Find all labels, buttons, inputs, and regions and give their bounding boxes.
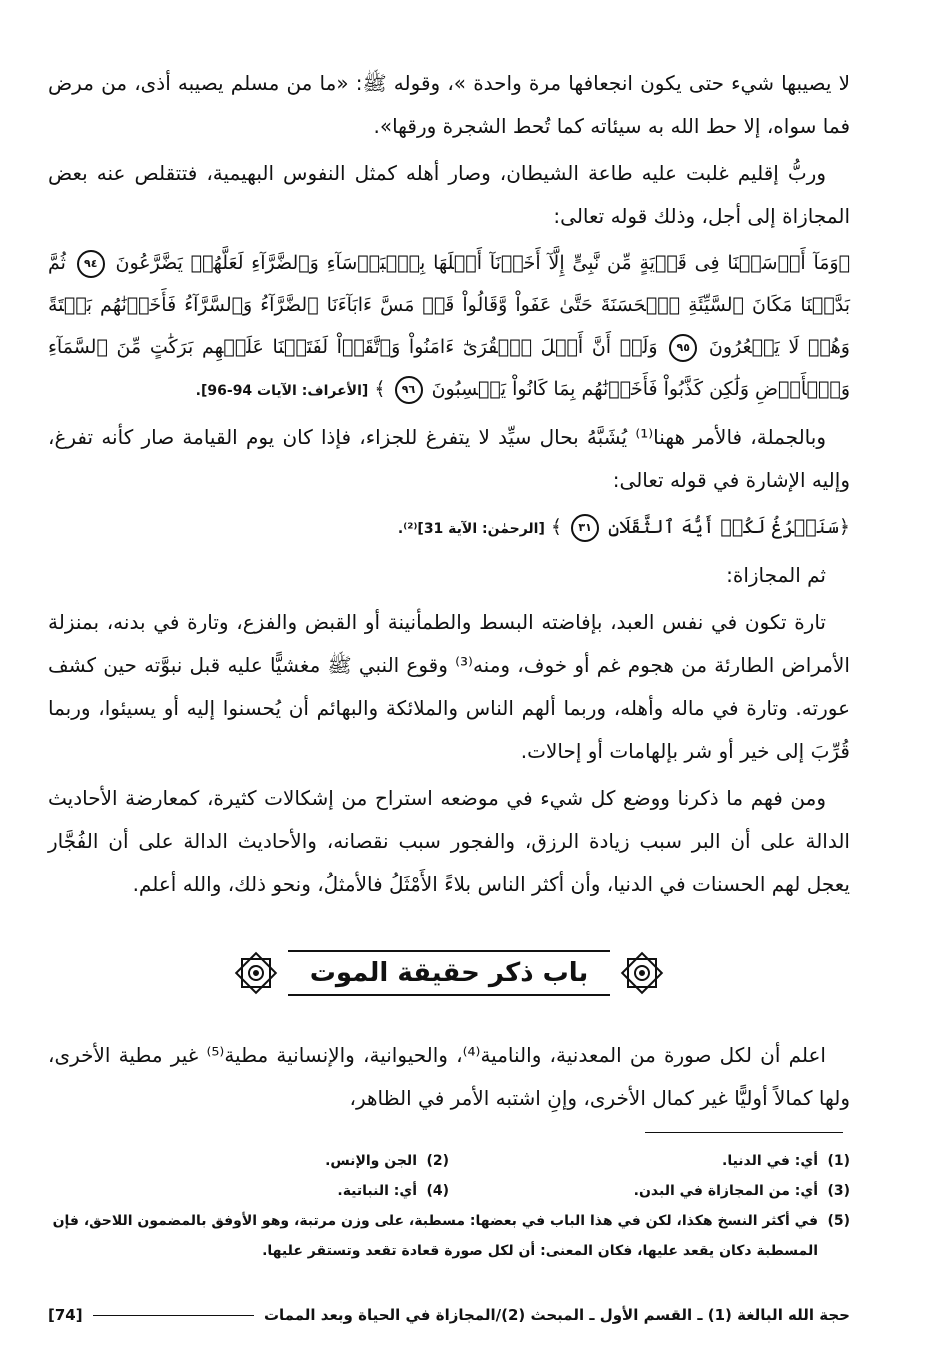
quran-verse-block-2 <box>48 506 850 550</box>
verse-reference: [الرحمٰن: الآية 31]⁽²⁾. <box>397 521 545 537</box>
page-number: [74] <box>48 1306 83 1324</box>
verse-text: ثُمَّ بَدَّلۡنَا مَكَانَ ٱلسَّيِّئَةِ ٱلۡحَسَنَةَ حَتَّىٰ عَفَواْ وَّقَالُواْ قَدۡ مَسَّ ءَابَآءَنَا ٱلضَّرَّآءُ وَٱلسَّرَّآءُ فَأَخَذۡنَٰهُم بَغۡتَةً وَهُمۡ لَا يَشۡعُرُونَ <box>48 252 850 358</box>
footnote-text: الجن والإنس. <box>325 1153 417 1169</box>
footer-rule <box>93 1315 254 1316</box>
ayah-number-mark: ٩٥ <box>669 334 697 362</box>
footnote-2 <box>48 1146 449 1176</box>
ayah-number-mark: ٩٤ <box>77 250 105 278</box>
footnote-1 <box>449 1146 850 1176</box>
paragraph-7: اعلم أن لكل صورة من المعدنية، والنامية⁽⁴⁾، والحيوانية، والإنسانية مطية⁽⁵⁾ غير مطية الأخرى، ولها كمالاً أوليًّا غير كمال الأخرى، وإنِ اشتبه الأمر في الظاهر، <box>48 1043 850 1110</box>
verse-reference: [الأعراف: الآيات 94-96]. <box>195 383 369 399</box>
footnote-number: (5) <box>827 1213 850 1229</box>
page-footer <box>48 1300 850 1330</box>
footnote-text: أي: من المجازاة في البدن. <box>633 1183 818 1199</box>
footnote-text: أي: النباتية. <box>337 1183 417 1199</box>
verse-close-bracket: ﴾ <box>374 378 386 400</box>
footnote-5 <box>48 1206 850 1266</box>
footnote-number: (2) <box>426 1153 449 1169</box>
paragraph-2: وربُّ إقليم غلبت عليه طاعة الشيطان، وصار أهله كمثل النفوس البهيمية، فتتقلص عنه بعض المجازاة إلى أجل، وذلك قوله تعالى: <box>48 161 850 228</box>
star-ornament-icon <box>230 947 282 999</box>
verse-text: ﴿وَمَآ أَرۡسَلۡنَا فِى قَرۡيَةٍ مِّن نَّبِىٍّ إِلَّآ أَخَذۡنَآ أَهۡلَهَا بِٱلۡبَأۡسَآءِ وَٱلضَّرَّآءِ لَعَلَّهُمۡ يَضَّرَّعُونَ <box>115 252 850 274</box>
footnote-number: (3) <box>827 1183 850 1199</box>
verse-close-bracket: ﴾ <box>550 516 563 538</box>
star-ornament-icon <box>616 947 668 999</box>
paragraph-1: لا يصيبها شيء حتى يكون انجعافها مرة واحدة »، وقوله ﷺ: «ما من مسلم يصيبه أذى، من مرض فما سواه، إلا حط الله به سيئاته كما تُحط الشجرة ورقها». <box>48 71 850 138</box>
paragraph-6: ومن فهم ما ذكرنا ووضع كل شيء في موضعه استراح من إشكالات كثيرة، كمعارضة الأحاديث الدالة على أن البر سبب زيادة الرزق، والفجور سبب نقصانه، والأحاديث الدالة على أن الفُجَّار يعجل لهم الحسنات في الدنيا، وأن أكثر الناس بلاءً الأَمْثَلُ فالأمثلُ، ونحو ذلك، والله أعلم. <box>48 786 850 896</box>
paragraph-5: تارة تكون في نفس العبد، بإفاضته البسط والطمأنينة أو القبض والفزع، وتارة في بدنه، بمنزلة الأمراض الطارئة من هجوم غم أو خوف، ومنه⁽³⁾ وقوع النبي ﷺ مغشيًّا عليه قبل نبوَّته حين كشف عورته. وتارة في ماله وأهله، وربما ألهم الناس والملائكة والبهائم أن يُحسنوا إليه أو يسيئوا، وربما قُرِّبَ إلى خير أو شر بإلهامات أو إحالات. <box>48 610 850 763</box>
chapter-title: باب ذكر حقيقة الموت <box>288 950 611 996</box>
paragraph-4: ثم المجازاة: <box>726 563 826 587</box>
running-title: حجة الله البالغة (1) ـ القسم الأول ـ المبحث (2)/المجازاة في الحياة وبعد الممات <box>263 1306 850 1324</box>
footnotes <box>48 1146 850 1266</box>
footnote-text: أي: في الدنيا. <box>722 1153 818 1169</box>
footnote-number: (4) <box>426 1183 449 1199</box>
ayah-number-mark: ٩٦ <box>395 376 423 404</box>
verse-text: ﴿سَنَفۡرُغُ لَكُمۡ أَيُّهَ ٱلثَّقَلَانِ <box>608 516 850 538</box>
chapter-heading <box>48 942 850 1004</box>
ayah-number-mark: ٣١ <box>571 514 599 542</box>
page-body <box>48 62 850 1124</box>
footnote-text: في أكثر النسخ هكذا، لكن في هذا الباب في بعضها: مسطبة، على وزن مرتبة، وهو الأوفق بالمضمون اللاحق، فإن المسطبة دكان يقعد عليها، فكان المعنى: أن لكل صورة قعادة تقعد وتستقر عليها. <box>52 1213 818 1259</box>
footnote-row <box>48 1146 850 1176</box>
footnote-row <box>48 1176 850 1206</box>
paragraph-3: وبالجملة، فالأمر ههنا⁽¹⁾ يُشَبَّهُ بحال سيِّد لا يتفرغ للجزاء، فإذا كان يوم القيامة صار كأنه تفرغ، وإليه الإشارة في قوله تعالى: <box>48 425 850 492</box>
verse-text: وَلَوۡ أَنَّ أَهۡلَ ٱلۡقُرَىٰٓ ءَامَنُواْ وَٱتَّقَوۡاْ لَفَتَحۡنَا عَلَيۡهِم بَرَكَٰتٍ مِّنَ ٱلسَّمَآءِ وَٱلۡأَرۡضِ وَلَٰكِن كَذَّبُواْ فَأَخَذۡنَٰهُم بِمَا كَانُواْ يَكۡسِبُونَ <box>48 336 850 400</box>
footnote-number: (1) <box>827 1153 850 1169</box>
footnote-4 <box>48 1176 449 1206</box>
quran-verse-block-1 <box>48 242 850 412</box>
footnote-3 <box>449 1176 850 1206</box>
footnote-divider <box>645 1132 843 1133</box>
